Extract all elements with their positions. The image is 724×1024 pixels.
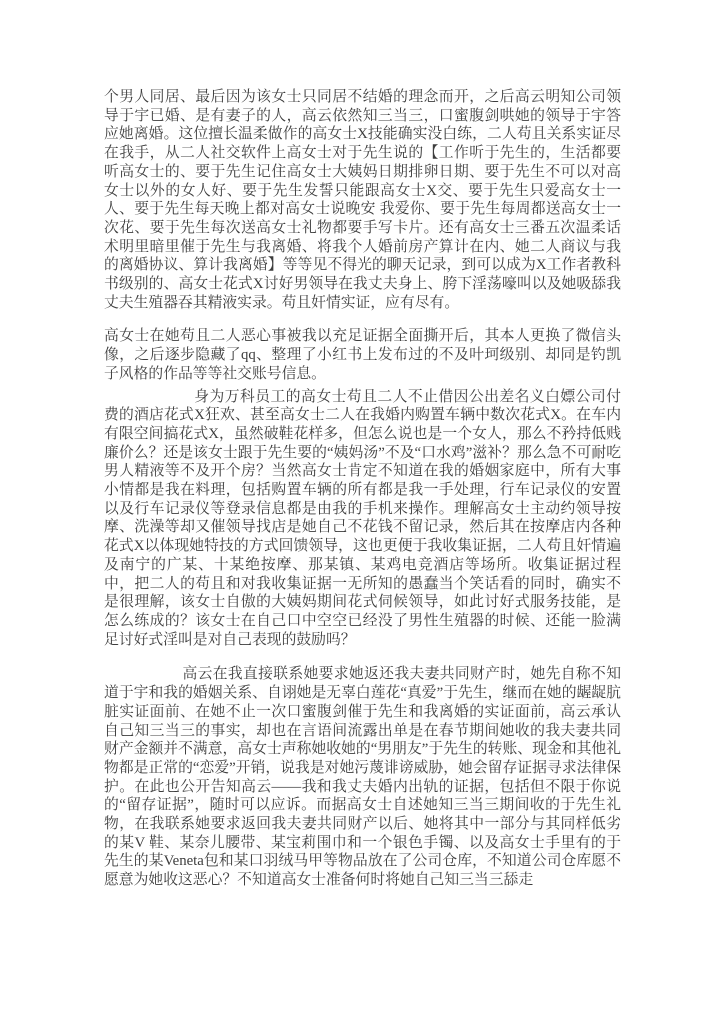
paragraph-2: 高女士在她苟且二人恶心事被我以充足证据全面撕开后，其本人更换了微信头像，之后逐步隐藏了qq、整理了小红书上发布过的不及叶珂级别、却同是钓凯子风格的作品等等社交账号信息。 [104,328,621,382]
paragraph-4: 高云在我直接联系她要求她返还我夫妻共同财产时，她先自称不知道于宇和我的婚姻关系、自诩她是无辜白莲花“真爱”于先生，继而在她的龌龊肮脏实证面前、在她不止一次口蜜腹剑催于先生和我离婚的实证面前，高云承认自己知三当三的事实，却也在言语间流露出单是在春节期间她收的我夫妻共同财产金额并不满意，高女士声称她收她的“男朋友”于先生的转账、现金和其他礼物都是正常的“恋爱”开销，说我是对她污蔑诽谤威胁，她会留存证据寻求法律保护。在此也公开告知高云——我和我丈夫婚内出轨的证据，包括但不限于你说的“留存证据”，随时可以应诉。而据高女士自述她知三当三期间收的于先生礼物，在我联系她要求返回我夫妻共同财产以后、她将其中一部分与其同样低劣的某V 鞋、某奈儿腰带、某宝莉围巾和一个银色手镯、以及高女士手里有的于先生的某Veneta包和某口羽绒马甲等物品放在了公司仓库，不知道公司仓库愿不愿意为她收这恶心？不知道高女士准备何时将她自己知三当三舔走 [104,666,621,889]
document-text-block [104,88,621,890]
paragraph-1: 个男人同居、最后因为该女士只同居不结婚的理念而开，之后高云明知公司领导于宇已婚、是有妻子的人，高云依然知三当三，口蜜腹剑哄她的领导于宇答应她离婚。这位擅长温柔做作的高女士X技能确实没白练，二人苟且关系实证尽在我手，从二人社交软件上高女士对于先生说的【工作听于先生的，生活都要听高女士的、要于先生记住高女士大姨妈日期排卵日期、要于先生不可以对高女士以外的女人好、要于先生发誓只能跟高女士X交、要于先生只爱高女士一人、要于先生每天晚上都对高女士说晚安 我爱你、要于先生每周都送高女士一次花、要于先生每次送高女士礼物都要手写卡片。还有高女士三番五次温柔话术明里暗里催于先生与我离婚、将我个人婚前房产算计在内、她二人商议与我的离婚协议、算计我离婚】等等见不得光的聊天记录，到可以成为X工作者教科书级别的、高女士花式X讨好男领导在我丈夫身上、胯下淫荡嚎叫以及她吸舔我丈夫生殖器吞其精液实录。苟且奸情实证，应有尽有。 [104,89,621,311]
paragraph-3: 身为万科员工的高女士苟且二人不止借因公出差名义白嫖公司付费的酒店花式X狂欢、甚至高女士二人在我婚内购置车辆中数次花式X。在车内有限空间搞花式X，虽然破鞋花样多，但怎么说也是一个女人，那么不矜持低贱廉价么？还是该女士跟于先生要的“姨妈汤”不及“口水鸡”滋补？那么急不可耐吃男人精液等不及开个房？当然高女士肯定不知道在我的婚姻家庭中，所有大事小情都是我在料理，包括购置车辆的所有都是我一手处理，行车记录仪的安置以及行车记录仪等登录信息都是由我的手机来操作。理解高女士主动约领导按摩、洗澡等却又催领导找店是她自己不花钱不留记录，然后其在按摩店内各种花式X以体现她特技的方式回馈领导，这也更便于我收集证据，二人苟且奸情遍及南宁的广某、十某绝按摩、那某镇、某鸡电竞酒店等场所。收集证据过程中，把二人的苟且和对我收集证据一无所知的愚蠢当个笑话看的同时，确实不是很理解，该女士自傲的大姨妈期间花式伺候领导，如此讨好式服务技能，是怎么练成的？该女士在自己口中空空已经没了男性生殖器的时候、还能一脸满足讨好式淫叫是对自己表现的鼓励吗？ [104,388,621,648]
